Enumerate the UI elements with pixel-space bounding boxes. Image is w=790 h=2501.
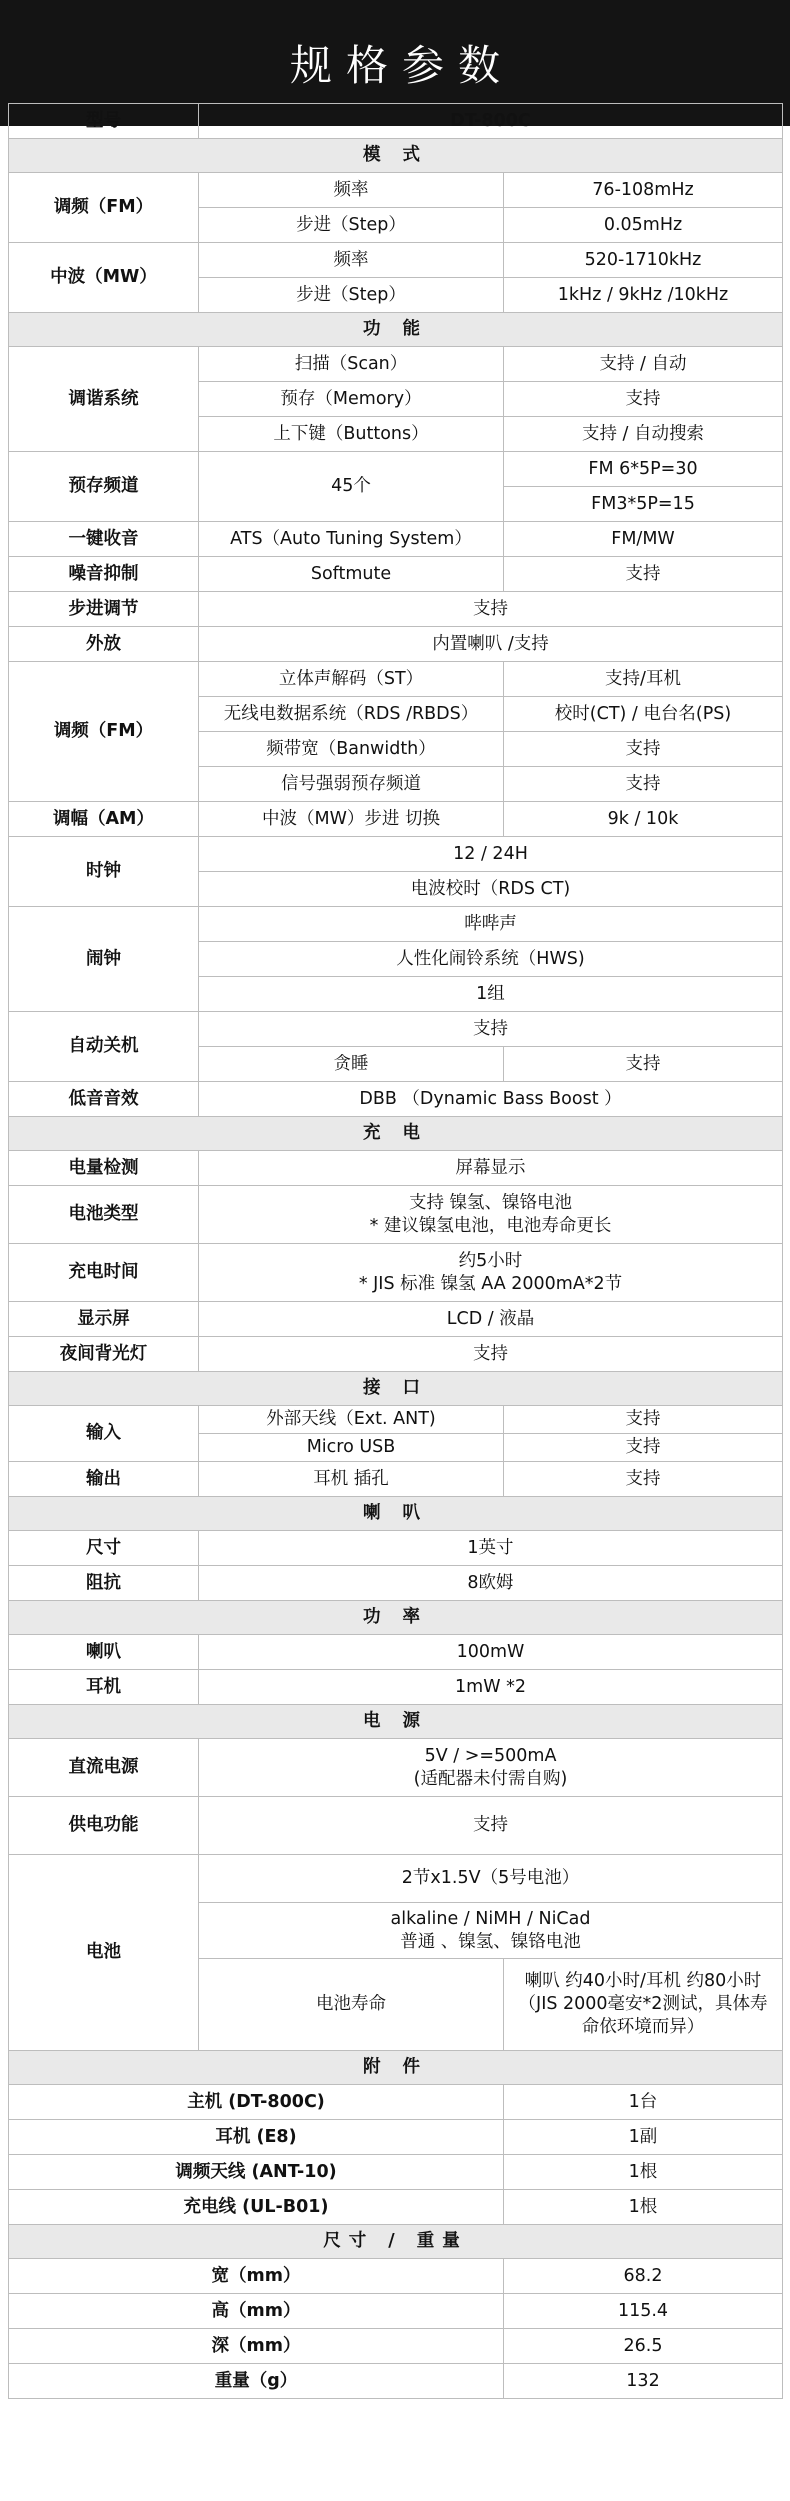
- spec-value: 外部天线（Ext. ANT): [199, 1406, 504, 1434]
- spec-value: 支持: [504, 1406, 783, 1434]
- spec-value: 约5小时 * JIS 标准 镍氢 AA 2000mA*2节: [199, 1244, 783, 1302]
- spec-value: 电波校时（RDS CT): [199, 872, 783, 907]
- spec-label: 电池类型: [9, 1186, 199, 1244]
- spec-row: [9, 243, 783, 278]
- spec-value: 预存（Memory）: [199, 382, 504, 417]
- spec-label: 时钟: [9, 837, 199, 907]
- spec-row: [9, 837, 783, 872]
- spec-row: [9, 1186, 783, 1244]
- spec-value: 支持: [199, 1797, 783, 1855]
- spec-value: 520-1710kHz: [504, 243, 783, 278]
- spec-value: 屏幕显示: [199, 1151, 783, 1186]
- spec-label: 步进调节: [9, 592, 199, 627]
- spec-value: 2节x1.5V（5号电池）: [199, 1855, 783, 1903]
- spec-value: 1根: [504, 2155, 783, 2190]
- spec-label: 调频天线 (ANT-10): [9, 2155, 504, 2190]
- spec-label: 供电功能: [9, 1797, 199, 1855]
- spec-label: 调频（FM）: [9, 662, 199, 802]
- spec-row: [9, 1406, 783, 1434]
- page-title: 规格参数: [289, 41, 514, 90]
- spec-row: [9, 2190, 783, 2225]
- spec-value: FM 6*5P=30: [504, 452, 783, 487]
- spec-label: 深（mm）: [9, 2329, 504, 2364]
- spec-label: 显示屏: [9, 1302, 199, 1337]
- spec-label: 直流电源: [9, 1739, 199, 1797]
- spec-label: 输入: [9, 1406, 199, 1462]
- spec-row: [9, 347, 783, 382]
- spec-value: 45个: [199, 452, 504, 522]
- spec-label: 耳机 (E8): [9, 2120, 504, 2155]
- section-title: 附 件: [9, 2051, 783, 2085]
- spec-value: 步进（Step）: [199, 278, 504, 313]
- spec-value: ATS（Auto Tuning System）: [199, 522, 504, 557]
- spec-label: 充电线 (UL-B01): [9, 2190, 504, 2225]
- spec-label: 电池: [9, 1855, 199, 2051]
- section-header-row: [9, 2051, 783, 2085]
- spec-label: 闹钟: [9, 907, 199, 1012]
- spec-value: 支持: [504, 767, 783, 802]
- spec-row: [9, 1462, 783, 1497]
- section-header-row: [9, 313, 783, 347]
- spec-value: 26.5: [504, 2329, 783, 2364]
- spec-row: [9, 627, 783, 662]
- section-title: 功 率: [9, 1601, 783, 1635]
- spec-value: 支持: [199, 592, 783, 627]
- spec-value: 1组: [199, 977, 783, 1012]
- spec-value: Micro USB: [199, 1434, 504, 1462]
- spec-value: 1副: [504, 2120, 783, 2155]
- spec-value: 哔哔声: [199, 907, 783, 942]
- spec-value: 支持: [199, 1337, 783, 1372]
- spec-row: [9, 2259, 783, 2294]
- spec-value: DT-800C: [199, 104, 783, 139]
- spec-value: 支持: [504, 1047, 783, 1082]
- section-title: 尺寸 / 重量: [9, 2225, 783, 2259]
- spec-value: Softmute: [199, 557, 504, 592]
- spec-value: 贪睡: [199, 1047, 504, 1082]
- spec-row: [9, 1635, 783, 1670]
- spec-label: 一键收音: [9, 522, 199, 557]
- spec-label: 高（mm）: [9, 2294, 504, 2329]
- spec-row: [9, 662, 783, 697]
- spec-label: 低音音效: [9, 1082, 199, 1117]
- spec-row: [9, 1739, 783, 1797]
- spec-value: 1根: [504, 2190, 783, 2225]
- spec-label: 调频（FM）: [9, 173, 199, 243]
- spec-value: 1台: [504, 2085, 783, 2120]
- section-header-row: [9, 1372, 783, 1406]
- spec-value: 100mW: [199, 1635, 783, 1670]
- spec-value: 立体声解码（ST）: [199, 662, 504, 697]
- spec-row: [9, 2364, 783, 2399]
- spec-value: 5V / >=500mA (适配器未付需自购): [199, 1739, 783, 1797]
- spec-value: 支持 镍氢、镍铬电池 * 建议镍氢电池，电池寿命更长: [199, 1186, 783, 1244]
- spec-value: 支持 / 自动: [504, 347, 783, 382]
- spec-value: 支持: [504, 557, 783, 592]
- section-title: 接 口: [9, 1372, 783, 1406]
- spec-row: [9, 1855, 783, 1903]
- spec-value: 支持: [504, 732, 783, 767]
- spec-value: 132: [504, 2364, 783, 2399]
- spec-value: 支持: [199, 1012, 783, 1047]
- spec-row: [9, 522, 783, 557]
- spec-value: alkaline / NiMH / NiCad 普通 、镍氢、镍铬电池: [199, 1903, 783, 1959]
- spec-label: 宽（mm）: [9, 2259, 504, 2294]
- spec-row: [9, 1244, 783, 1302]
- spec-value: 扫描（Scan）: [199, 347, 504, 382]
- spec-value: DBB （Dynamic Bass Boost ）: [199, 1082, 783, 1117]
- spec-label: 主机 (DT-800C): [9, 2085, 504, 2120]
- spec-label: 调谐系统: [9, 347, 199, 452]
- section-title: 电 源: [9, 1705, 783, 1739]
- spec-row: [9, 802, 783, 837]
- spec-row: [9, 2294, 783, 2329]
- spec-value: 频率: [199, 243, 504, 278]
- section-title: 喇 叭: [9, 1497, 783, 1531]
- spec-label: 夜间背光灯: [9, 1337, 199, 1372]
- spec-value: 68.2: [504, 2259, 783, 2294]
- spec-row: [9, 104, 783, 139]
- spec-value: 信号强弱预存频道: [199, 767, 504, 802]
- spec-value: 115.4: [504, 2294, 783, 2329]
- spec-row: [9, 173, 783, 208]
- section-title: 充 电: [9, 1117, 783, 1151]
- spec-value: 内置喇叭 /支持: [199, 627, 783, 662]
- spec-row: [9, 2155, 783, 2190]
- spec-row: [9, 1531, 783, 1566]
- spec-value: 8欧姆: [199, 1566, 783, 1601]
- spec-value: 频率: [199, 173, 504, 208]
- spec-value: FM/MW: [504, 522, 783, 557]
- spec-row: [9, 1566, 783, 1601]
- spec-label: 预存频道: [9, 452, 199, 522]
- spec-row: [9, 1151, 783, 1186]
- spec-label: 充电时间: [9, 1244, 199, 1302]
- spec-value: 9k / 10k: [504, 802, 783, 837]
- spec-value: FM3*5P=15: [504, 487, 783, 522]
- spec-table-body: [9, 104, 783, 2399]
- section-header-row: [9, 139, 783, 173]
- spec-table: [8, 103, 783, 2399]
- spec-value: 支持: [504, 382, 783, 417]
- spec-row: [9, 1012, 783, 1047]
- spec-value: 1英寸: [199, 1531, 783, 1566]
- spec-row: [9, 1337, 783, 1372]
- spec-value: 支持: [504, 1434, 783, 1462]
- spec-row: [9, 592, 783, 627]
- spec-value: 电池寿命: [199, 1959, 504, 2051]
- spec-value: 步进（Step）: [199, 208, 504, 243]
- spec-label: 尺寸: [9, 1531, 199, 1566]
- section-header-row: [9, 1705, 783, 1739]
- spec-label: 耳机: [9, 1670, 199, 1705]
- spec-row: [9, 452, 783, 487]
- spec-row: [9, 1797, 783, 1855]
- spec-value: 上下键（Buttons）: [199, 417, 504, 452]
- section-header-row: [9, 1497, 783, 1531]
- spec-label: 噪音抑制: [9, 557, 199, 592]
- section-header-row: [9, 2225, 783, 2259]
- spec-row: [9, 2120, 783, 2155]
- spec-value: 1kHz / 9kHz /10kHz: [504, 278, 783, 313]
- section-header-row: [9, 1601, 783, 1635]
- spec-row: [9, 557, 783, 592]
- spec-value: 人性化闹铃系统（HWS): [199, 942, 783, 977]
- spec-value: 支持 / 自动搜索: [504, 417, 783, 452]
- section-header-row: [9, 1117, 783, 1151]
- spec-label: 自动关机: [9, 1012, 199, 1082]
- spec-value: 耳机 插孔: [199, 1462, 504, 1497]
- spec-value: 中波（MW）步进 切换: [199, 802, 504, 837]
- spec-row: [9, 1302, 783, 1337]
- spec-value: 无线电数据系统（RDS /RBDS）: [199, 697, 504, 732]
- section-title: 功 能: [9, 313, 783, 347]
- spec-row: [9, 2329, 783, 2364]
- spec-value: 支持: [504, 1462, 783, 1497]
- spec-label: 中波（MW）: [9, 243, 199, 313]
- spec-value: 0.05mHz: [504, 208, 783, 243]
- spec-value: 1mW *2: [199, 1670, 783, 1705]
- spec-value: 频带宽（Banwidth）: [199, 732, 504, 767]
- spec-label: 重量（g）: [9, 2364, 504, 2399]
- section-title: 模 式: [9, 139, 783, 173]
- spec-row: [9, 2085, 783, 2120]
- spec-value: 支持/耳机: [504, 662, 783, 697]
- spec-label: 喇叭: [9, 1635, 199, 1670]
- spec-value: 12 / 24H: [199, 837, 783, 872]
- spec-value: 76-108mHz: [504, 173, 783, 208]
- spec-label: 调幅（AM）: [9, 802, 199, 837]
- spec-label: 外放: [9, 627, 199, 662]
- spec-label: 型号: [9, 104, 199, 139]
- spec-value: LCD / 液晶: [199, 1302, 783, 1337]
- spec-row: [9, 1670, 783, 1705]
- spec-row: [9, 907, 783, 942]
- spec-row: [9, 1082, 783, 1117]
- spec-label: 阻抗: [9, 1566, 199, 1601]
- spec-label: 电量检测: [9, 1151, 199, 1186]
- spec-label: 输出: [9, 1462, 199, 1497]
- spec-value: 校时(CT) / 电台名(PS): [504, 697, 783, 732]
- spec-value: 喇叭 约40小时/耳机 约80小时 （JIS 2000毫安*2测试，具体寿命依环境而异）: [504, 1959, 783, 2051]
